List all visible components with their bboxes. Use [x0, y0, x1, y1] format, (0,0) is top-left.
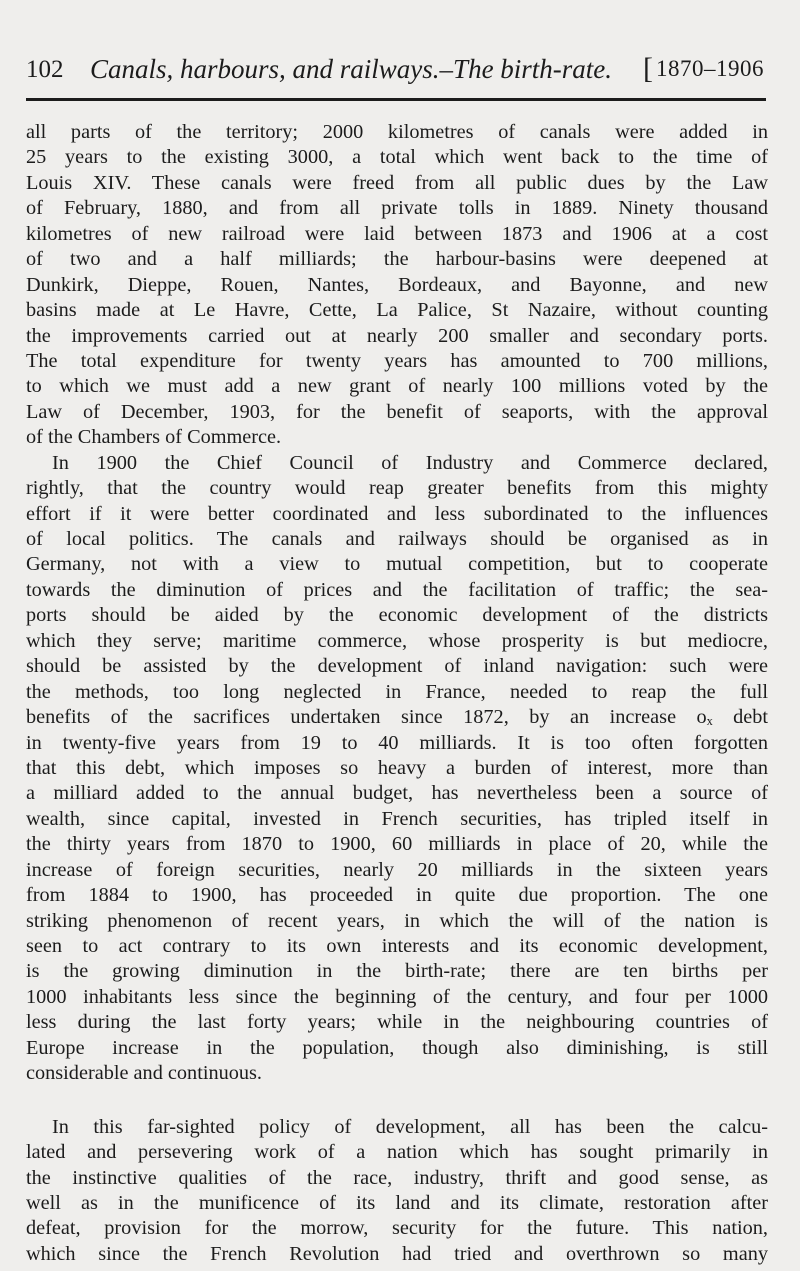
text-line: 25 years to the existing 3000, a total which went back to the time of [26, 146, 768, 169]
text-line: striking phenomenon of recent years, in which the will of the nation is [26, 909, 768, 932]
text-line: Europe increase in the population, though also diminishing, is still [26, 1036, 768, 1059]
text-line: Louis XIV. These canals were freed from all public dues by the Law [26, 171, 768, 194]
text-line: that this debt, which imposes so heavy a burden of interest, more than [26, 756, 768, 779]
text-line: in twenty-five years from 19 to 40 milliards. It is too often forgotten [26, 731, 768, 754]
text-line: Law of December, 1903, for the benefit of seaports, with the approval [26, 400, 768, 423]
text-line: which they serve; maritime commerce, whose prosperity is but mediocre, [26, 629, 768, 652]
text-line: of local politics. The canals and railways should be organised as in [26, 528, 768, 550]
text-line: is the growing diminution in the birth-rate; there are ten births per [26, 960, 768, 983]
header-rule [26, 98, 766, 101]
text-line: In this far-sighted policy of development, all has been the calcu- [52, 1115, 768, 1138]
text-line: to which we must add a new grant of nearly 100 millions voted by the [26, 375, 768, 398]
text-line: of two and a half milliards; the harbour-basins were deepened at [26, 248, 768, 271]
running-title: Canals, harbours, and railways.–The birth-rate. [90, 54, 613, 84]
text-line: the methods, too long neglected in France, needed to reap the full [26, 680, 768, 703]
text-line: seen to act contrary to its own interests and its economic development, [26, 935, 768, 957]
text-line: effort if it were better coordinated and less subordinated to the influences [26, 502, 768, 525]
page-number: 102 [26, 56, 64, 83]
page-header [26, 52, 776, 92]
text-line: increase of foreign securities, nearly 20 milliards in the sixteen years [26, 858, 768, 881]
text-line: defeat, provision for the morrow, security for the future. This nation, [26, 1217, 768, 1240]
text-line: the thirty years from 1870 to 1900, 60 milliards in place of 20, while the [26, 833, 768, 856]
text-line: towards the diminution of prices and the facilitation of traffic; the sea- [26, 578, 768, 601]
text-line: less during the last forty years; while in the neighbouring countries of [26, 1011, 768, 1034]
text-line: In 1900 the Chief Council of Industry and Commerce declared, [52, 451, 768, 474]
text-line: the improvements carried out at nearly 200 smaller and secondary ports. [26, 324, 768, 347]
paragraph-gap [26, 1087, 768, 1115]
text-line: all parts of the territory; 2000 kilometres of canals were added in [26, 121, 768, 143]
text-line: Dunkirk, Dieppe, Rouen, Nantes, Bordeaux, and Bayonne, and new [26, 273, 768, 296]
paragraph [26, 451, 768, 1087]
text-line: basins made at Le Havre, Cette, La Palice, St Nazaire, without counting [26, 299, 768, 322]
text-line: well as in the munificence of its land and its climate, restoration after [26, 1191, 768, 1214]
text-line: of the Chambers of Commerce. [26, 426, 282, 449]
text-line: 1000 inhabitants less since the beginning of the century, and four per 1000 [26, 985, 768, 1008]
text-line: from 1884 to 1900, has proceeded in quite due proportion. The one [26, 884, 768, 907]
text-line: The total expenditure for twenty years has amounted to 700 millions, [26, 349, 768, 372]
date-range: [ 1870–1906 [656, 56, 764, 82]
text-line: rightly, that the country would reap greater benefits from this mighty [26, 477, 768, 500]
text-line: lated and persevering work of a nation which has sought primarily in [26, 1141, 768, 1164]
body-text [26, 120, 768, 1267]
text-line: a milliard added to the annual budget, has nevertheless been a source of [26, 782, 768, 805]
text-line: of February, 1880, and from all private tolls in 1889. Ninety thousand [26, 197, 768, 220]
text-line: benefits of the sacrifices undertaken since 1872, by an increase oₓ debt [26, 706, 768, 729]
paragraph [26, 120, 768, 451]
text-line: wealth, since capital, invested in French securities, has tripled itself in [26, 807, 768, 830]
text-line: which since the French Revolution had tried and overthrown so many [26, 1242, 768, 1265]
text-line: Germany, not with a view to mutual competition, but to cooperate [26, 553, 768, 576]
text-line: kilometres of new railroad were laid between 1873 and 1906 at a cost [26, 222, 768, 245]
text-line: the instinctive qualities of the race, industry, thrift and good sense, as [26, 1166, 768, 1189]
paragraph [26, 1115, 768, 1268]
text-line: ports should be aided by the economic development of the districts [26, 604, 768, 627]
text-line: considerable and continuous. [26, 1062, 262, 1085]
text-line: should be assisted by the development of inland navigation: such were [26, 655, 768, 678]
